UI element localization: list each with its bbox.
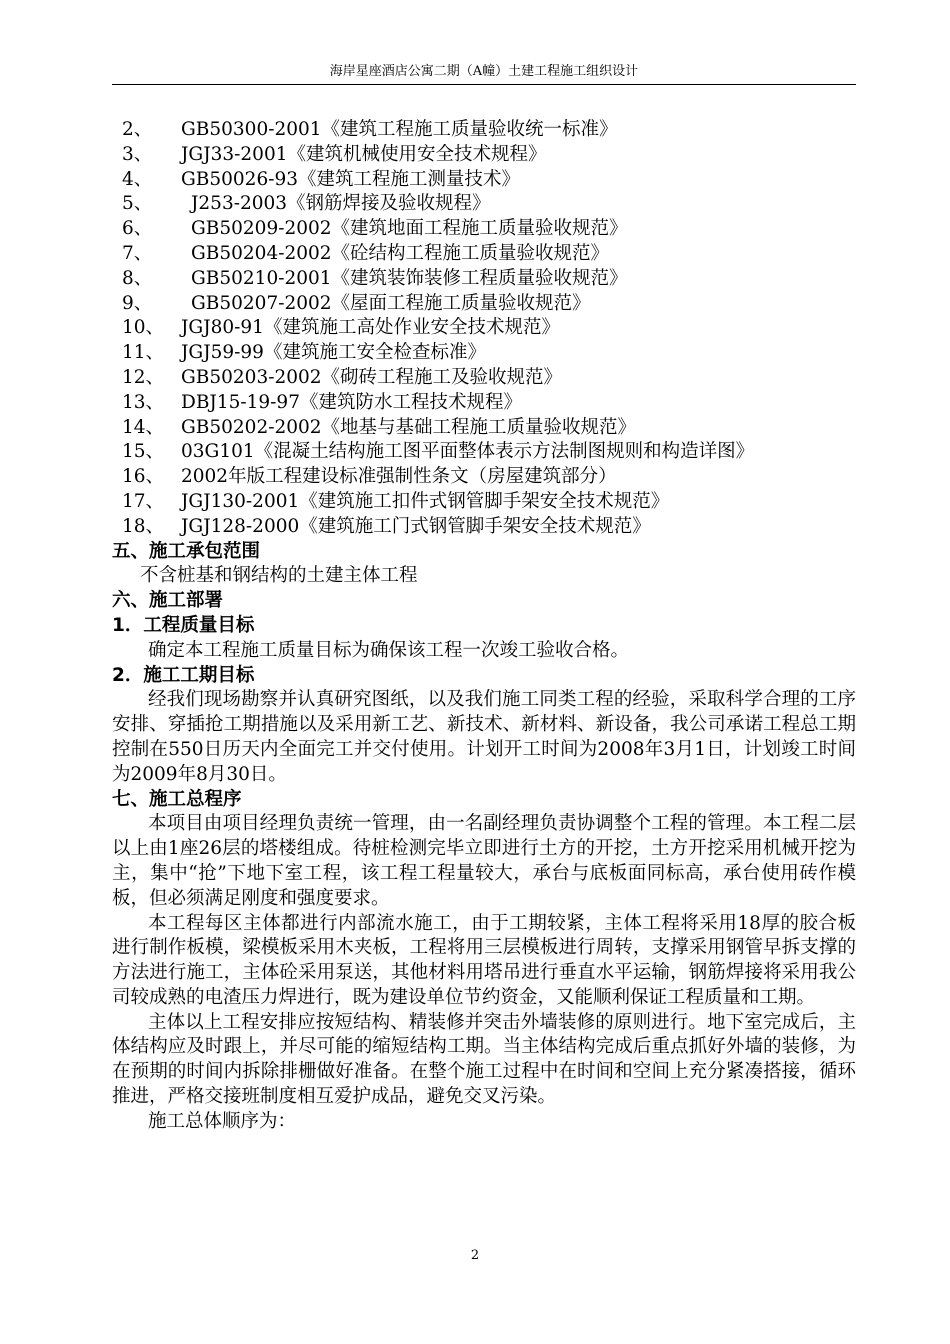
reference-number: 18、: [122, 515, 165, 537]
reference-number: 7、: [122, 242, 153, 264]
section7-heading: 七、施工总程序: [112, 788, 242, 810]
reference-item: [112, 267, 856, 292]
reference-number: 2、: [122, 119, 153, 140]
reference-item: [112, 366, 856, 391]
reference-number: 17、: [122, 490, 165, 512]
section6-sub1-body: 确定本工程施工质量目标为确保该工程一次竣工验收合格。: [148, 639, 630, 661]
reference-item: [112, 168, 856, 193]
reference-text: GB50204-2002《砼结构工程施工质量验收规范》: [191, 242, 610, 264]
reference-text: GB50210-2001《建筑装饰装修工程质量验收规范》: [191, 267, 628, 289]
reference-number: 4、: [122, 168, 153, 190]
reference-item: [112, 416, 856, 441]
reference-number: 3、: [122, 143, 153, 165]
reference-text: GB50209-2002《建筑地面工程施工质量验收规范》: [191, 218, 628, 240]
reference-item: [112, 391, 856, 416]
reference-item: [112, 490, 856, 515]
reference-item: [112, 192, 856, 217]
section5-heading: 五、施工承包范围: [112, 540, 261, 562]
reference-text: JGJ33-2001《建筑机械使用安全技术规程》: [181, 143, 547, 165]
section6-sub2-body: 经我们现场勘察并认真研究图纸，以及我们施工同类工程的经验，采取科学合理的工序安排、穿插抢工期措施以及采用新工艺、新技术、新材料、新设备，我公司承诺工程总工期控制在550日历天内全面完工并交付使用。计划开工时间为2008年3月1日，计划竣工时间为2009年8月30日。: [112, 689, 856, 785]
reference-number: 15、: [122, 441, 165, 463]
reference-text: GB50202-2002《地基与基础工程施工质量验收规范》: [181, 416, 637, 438]
reference-number: 5、: [122, 193, 153, 215]
reference-text: 2002年版工程建设标准强制性条文（房屋建筑部分）: [181, 466, 617, 488]
page-number: 2: [470, 1248, 480, 1263]
reference-number: 9、: [122, 292, 153, 314]
reference-number: 16、: [122, 466, 165, 488]
reference-text: GB50207-2002《屋面工程施工质量验收规范》: [191, 292, 591, 314]
header-divider: [112, 84, 856, 85]
reference-number: 6、: [122, 218, 153, 240]
reference-text: JGJ130-2001《建筑施工扣件式钢管脚手架安全技术规范》: [181, 490, 670, 512]
section5-body: 不含桩基和钢结构的土建主体工程: [140, 565, 418, 587]
reference-text: JGJ59-99《建筑施工安全检查标准》: [181, 342, 486, 364]
reference-number: 8、: [122, 267, 153, 289]
reference-item: [112, 242, 856, 267]
reference-text: DBJ15-19-97《建筑防水工程技术规程》: [181, 391, 522, 413]
reference-text: JGJ128-2000《建筑施工门式钢管脚手架安全技术规范》: [181, 515, 651, 537]
reference-item: [112, 292, 856, 317]
reference-item: [112, 515, 856, 540]
reference-number: 12、: [122, 366, 165, 388]
reference-text: J253-2003《钢筋焊接及验收规程》: [191, 193, 491, 215]
section6-sub2-heading: 2．施工工期目标: [112, 664, 255, 686]
section7-para3: 主体以上工程安排应按短结构、精装修并突击外墙装修的原则进行。地下室完成后，主体结构应及时跟上，并尽可能的缩短结构工期。当主体结构完成后重点抓好外墙的装修，为在预期的时间内拆除排栅做好准备。在整个施工过程中在时间和空间上充分紧凑搭接，循环推进，严格交接班制度相互爱护成品，避免交叉污染。: [112, 1011, 856, 1108]
reference-item: [112, 118, 856, 143]
section6-sub1-heading: 1．工程质量目标: [112, 614, 255, 636]
document-body: [112, 118, 856, 1135]
reference-item: [112, 143, 856, 168]
reference-item: [112, 440, 856, 465]
page-header: 海岸星座酒店公寓二期（A幢）土建工程施工组织设计: [329, 64, 639, 79]
reference-list: [112, 118, 856, 540]
reference-number: 11、: [122, 342, 165, 364]
reference-item: [112, 341, 856, 366]
section7-para2: 本工程每区主体都进行内部流水施工，由于工期较紧，主体工程将采用18厚的胶合板进行制作板模，梁模板采用木夹板，工程将用三层模板进行周转，支撑采用钢管早拆支撑的方法进行施工，主体砼采用泵送，其他材料用塔吊进行垂直水平运输，钢筋焊接将采用我公司较成熟的电渣压力焊进行，既为建设单位节约资金，又能顺利保证工程质量和工期。: [112, 912, 856, 1008]
reference-text: GB50026-93《建筑工程施工测量技术》: [181, 168, 521, 190]
section7-para4: 施工总体顺序为：: [148, 1110, 297, 1132]
reference-item: [112, 217, 856, 242]
reference-text: 03G101《混凝土结构施工图平面整体表示方法制图规则和构造详图》: [181, 441, 755, 463]
reference-text: JGJ80-91《建筑施工高处作业安全技术规范》: [181, 317, 560, 339]
reference-item: [112, 465, 856, 490]
section6-heading: 六、施工部署: [112, 590, 224, 612]
reference-number: 13、: [122, 391, 165, 413]
section7-para1: 本项目由项目经理负责统一管理，由一名副经理负责协调整个工程的管理。本工程二层以上由1座26层的塔楼组成。待桩检测完毕立即进行土方的开挖，土方开挖采用机械开挖为主，集中“抢”下地下室工程，该工程工程量较大，承台与底板面同标高，承台使用砖作模板，但必须满足刚度和强度要求。: [112, 813, 856, 909]
reference-text: GB50300-2001《建筑工程施工质量验收统一标准》: [181, 119, 618, 140]
reference-number: 10、: [122, 317, 165, 339]
reference-number: 14、: [122, 416, 165, 438]
reference-text: GB50203-2002《砌砖工程施工及验收规范》: [181, 366, 563, 388]
reference-item: [112, 316, 856, 341]
